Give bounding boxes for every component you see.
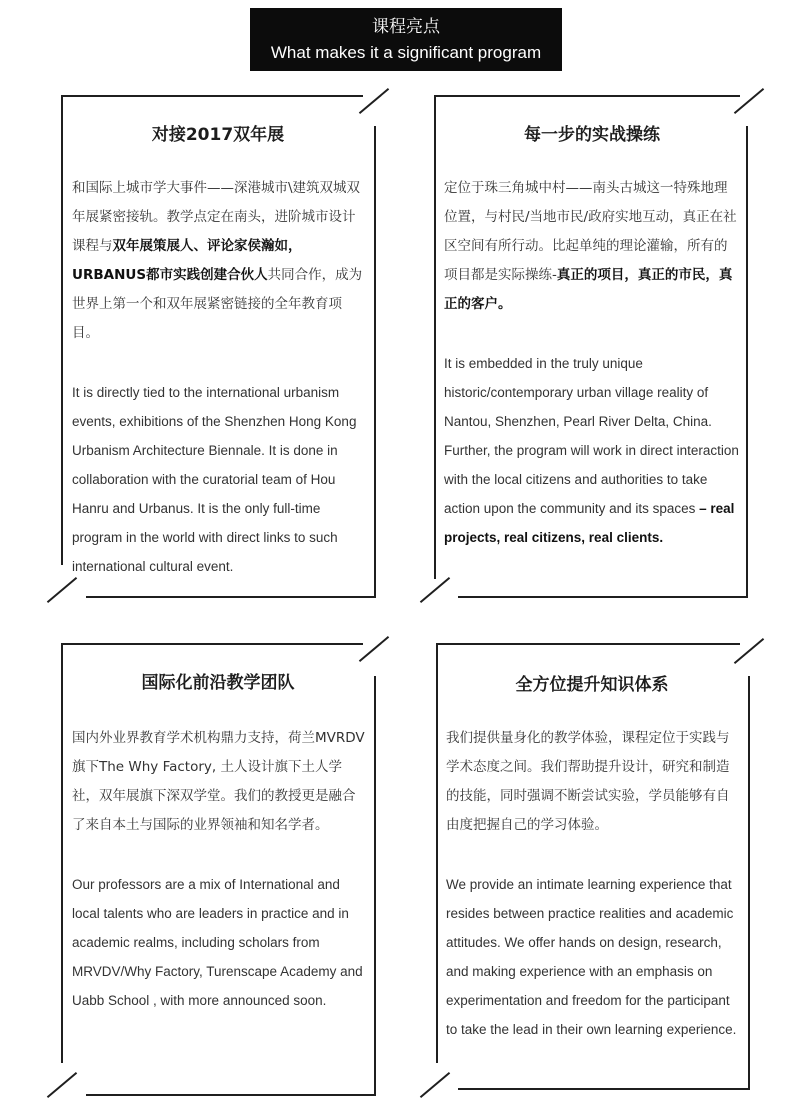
text-run: 我们提供量身化的教学体验，课程定位于实践与学术态度之间。我们帮助提升设计，研究和制造的技能，同时强调不断尝试实验，学员能够有自由度把握自己的学习体验。 [446,730,730,833]
frame-right-line [746,126,748,598]
frame-corner-slash-bottom [47,1072,77,1098]
frame-corner-slash-bottom [420,1072,450,1098]
frame-corner-slash-top [734,88,764,114]
card-text-zh [444,174,740,319]
card-text-en [72,870,366,1015]
frame-top-line [61,95,363,97]
frame-bottom-line [86,596,376,598]
card-text-en [446,870,740,1044]
frame-corner-slash-top [734,638,764,664]
card-faculty [40,632,396,1110]
frame-bottom-line [86,1094,376,1096]
header-title-en: What makes it a significant program [270,43,542,62]
text-run-bold: 双年展策展人、评论家侯瀚如，URBANUS都市实践创建合伙人 [72,238,302,283]
frame-bottom-line [458,596,748,598]
card-title: 全方位提升知识体系 [515,675,669,695]
frame-right-line [748,676,750,1090]
frame-left-line [61,643,63,1063]
text-run: It is embedded in the truly unique historic/contemporary urban village reality of Nantou, Shenzhen, Pearl River Delta, China. Further, the program will work in direct interaction with the local citizens and authorities to take action upon the community and its spaces [444,356,739,516]
card-biennale [40,82,396,614]
frame-corner-slash-top [359,636,389,662]
header-banner [250,8,562,71]
header-title-zh: 课程亮点 [372,17,440,37]
frame-top-line [61,643,363,645]
text-run: 共同合作，成为世界上第一个和双年展紧密链接的全年教育项目。 [72,267,363,341]
card-title: 国际化前沿教学团队 [141,673,295,693]
frame-right-line [374,126,376,598]
card-text-en [72,378,366,581]
frame-bottom-line [458,1088,750,1090]
frame-left-line [436,643,438,1063]
text-run: 和国际上城市学大事件——深港城市\建筑双城双年展紧密接轨。教学点定在南头，进阶城市设计课程与 [72,180,361,254]
text-run: It is directly tied to the international urbanism events, exhibitions of the Shenzhen Hong Kong Urbanism Architecture Biennale. It is done in collaboration with the curatorial team of Hou Hanru and Urbanus. It is the only full-time program in the world with direct links to such international cultural event. [72,385,357,574]
card-text-zh [72,174,366,348]
card-text-zh [446,724,740,840]
text-run-bold: – real projects, real citizens, real clients. [444,501,735,545]
card-text-en [444,349,740,552]
text-run-bold: 真正的项目，真正的市民，真正的客户。 [444,267,733,312]
frame-left-line [434,95,436,579]
text-run: Our professors are a mix of International and local talents who are leaders in practice and in academic realms, including scholars from MRVDV/Why Factory, Turenscape Academy and Uabb School , with more announced soon. [72,877,363,1008]
card-text-zh [72,724,366,840]
frame-corner-slash-top [359,88,389,114]
frame-top-line [436,643,740,645]
card-knowledge [414,632,770,1110]
frame-left-line [61,95,63,565]
card-title: 对接2017双年展 [151,125,285,145]
text-run: 定位于珠三角城中村——南头古城这一特殊地理位置，与村民/当地市民/政府实地互动，真正在社区空间有所行动。比起单纯的理论灌输，所有的项目都是实际操练- [444,180,737,283]
card-title: 每一步的实战操练 [524,125,660,145]
frame-right-line [374,676,376,1096]
card-practice [414,82,770,614]
frame-top-line [434,95,740,97]
text-run: We provide an intimate learning experience that resides between practice realities and academic attitudes. We offer hands on design, research, and making experience with an emphasis on experimentation and freedom for the participant to take the lead in their own learning experience. [446,877,737,1037]
text-run: 国内外业界教育学术机构鼎力支持，荷兰MVRDV旗下The Why Factory, 土人设计旗下土人学社，双年展旗下深双学堂。我们的教授更是融合了来自本土与国际的业界领袖和知名学者。 [72,730,365,833]
frame-corner-slash-bottom [420,577,450,603]
